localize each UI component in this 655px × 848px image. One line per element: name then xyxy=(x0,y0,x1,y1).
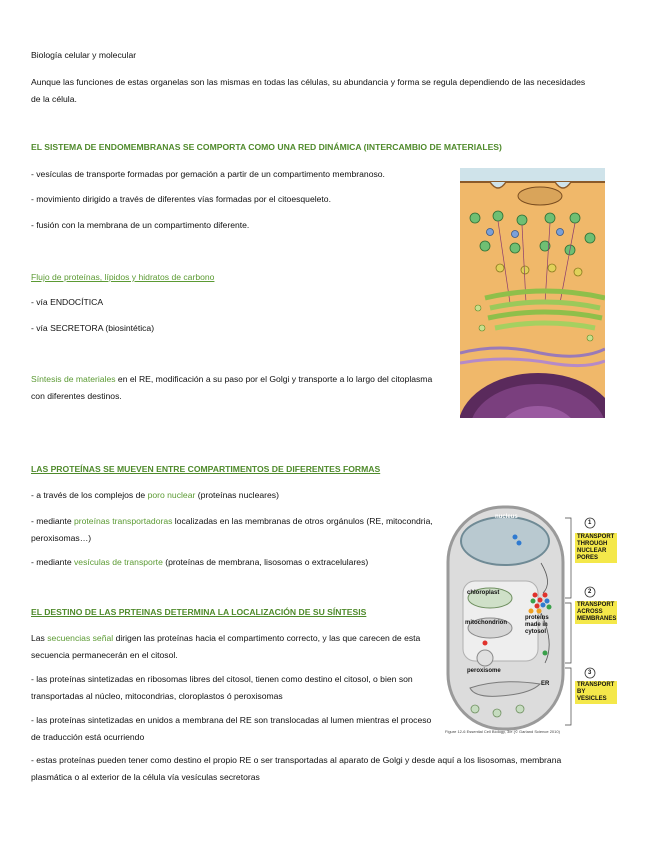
section2-bullet-1-post: (proteínas nucleares) xyxy=(195,490,279,500)
endomembrane-diagram xyxy=(460,168,605,418)
section3-heading: EL DESTINO DE LAS PRTEINAS DETERMINA LA LOCALIZACIÓN DE SU SÍNTESIS xyxy=(31,607,367,617)
section2-bullet-3 xyxy=(31,554,441,571)
section2-bullet-2 xyxy=(31,513,441,547)
section1-heading: EL SISTEMA DE ENDOMEMBRANAS SE COMPORTA COMO UNA RED DINÁMICA (INTERCAMBIO DE MATERIALES) xyxy=(31,142,502,152)
section2-bullet-3-pre: - mediante xyxy=(31,557,74,567)
section2-bullet-2-post: localizadas en las membranas de otros orgánulos (RE, mitocondria, peroxisomas…) xyxy=(31,516,433,543)
section3-paragraph-3: - las proteínas sintetizadas en unidos a membrana del RE son translocadas al lumen mientras el proceso de traducción está ocurriendo xyxy=(31,715,432,742)
peroxisome-label: peroxisome xyxy=(467,668,501,674)
endomembrane-figure xyxy=(460,168,605,418)
signal-sequences-term: secuencias señal xyxy=(47,633,114,643)
transporter-proteins-term: proteínas transportadoras xyxy=(74,516,173,526)
transport-vesicles-term: vesículas de transporte xyxy=(74,557,163,567)
intro-paragraph: Aunque las funciones de estas organelas son las mismas en todas las células, su abundancia y forma se regula dependiendo de las necesidades de la célula. xyxy=(31,77,586,104)
section3-paragraph-1 xyxy=(31,630,441,664)
nuclear-pore-term: poro nuclear xyxy=(147,490,196,500)
route-number-3: 3 xyxy=(588,670,592,676)
section2-heading: LAS PROTEÍNAS SE MUEVEN ENTRE COMPARTIMENTOS DE DIFERENTES FORMAS xyxy=(31,464,381,474)
figure-caption: Figure 12-6 Essential Cell Biology, 3/e (© Garland Science 2010) xyxy=(445,729,560,734)
section1-bullet-2: - movimiento dirigido a través de diferentes vías formadas por el citoesqueleto. xyxy=(31,194,331,204)
section2-bullet-1 xyxy=(31,487,441,504)
nucleus-label: nucleus xyxy=(495,514,518,520)
vesicles-label: TRANSPORT BY VESICLES xyxy=(575,681,617,704)
section2-bullet-2-pre: - mediante xyxy=(31,516,74,526)
section3-p1-post: dirigen las proteínas hacia el compartimento correcto, y las que carecen de esta secuencia permanecerán en el citosol. xyxy=(31,633,421,660)
synthesis-rest: en el RE, modificación a su paso por el Golgi y transporte a lo largo del citoplasma con diferentes destinos. xyxy=(31,374,433,401)
nuclear-pores-label: TRANSPORT THROUGH NUCLEAR PORES xyxy=(575,533,617,563)
mitochondrion-label: mitochondrion xyxy=(465,620,507,626)
section1-bullet-3: - fusión con la membrana de un compartimento diferente. xyxy=(31,220,250,230)
synthesis-lead: Síntesis de materiales xyxy=(31,374,116,384)
route-number-2: 2 xyxy=(588,589,592,595)
flow-item-secretory: - vía SECRETORA (biosintética) xyxy=(31,323,155,333)
section1-bullet-1: - vesículas de transporte formadas por gemación a partir de un compartimento membranoso. xyxy=(31,169,385,179)
protein-transport-figure xyxy=(445,503,625,738)
section2-bullet-3-post: (proteínas de membrana, lisosomas o extracelulares) xyxy=(162,557,369,567)
chloroplast-label: chloroplast xyxy=(467,590,500,596)
synthesis-paragraph xyxy=(31,371,441,405)
across-membranes-label: TRANSPORT ACROSS MEMBRANES xyxy=(577,602,617,622)
er-label: ER xyxy=(541,681,550,687)
section3-paragraph-4: - estas proteínas pueden tener como destino el propio RE o ser transportadas al aparato de Golgi y desde aquí a los lisosomas, membrana plasmática o al exterior de la célula vía vesículas secretoras xyxy=(31,755,562,782)
route-number-1: 1 xyxy=(588,520,592,526)
page-title: Biología celular y molecular xyxy=(31,50,137,60)
flow-title: Flujo de proteínas, lípidos y hidratos de carbono xyxy=(31,272,215,282)
section3-p1-pre: Las xyxy=(31,633,48,643)
section3-paragraph-2: - las proteínas sintetizadas en ribosomas libres del citosol, tienen como destino el citosol, o bien son transportadas al núcleo, mitocondrias, cloroplastos ó peroxisomas xyxy=(31,674,413,701)
flow-item-endocytic: - vía ENDOCÍTICA xyxy=(31,297,104,307)
proteins-made-label: proteins made in cytosol xyxy=(525,615,549,635)
section2-bullet-1-pre: - a través de los complejos de xyxy=(31,490,148,500)
